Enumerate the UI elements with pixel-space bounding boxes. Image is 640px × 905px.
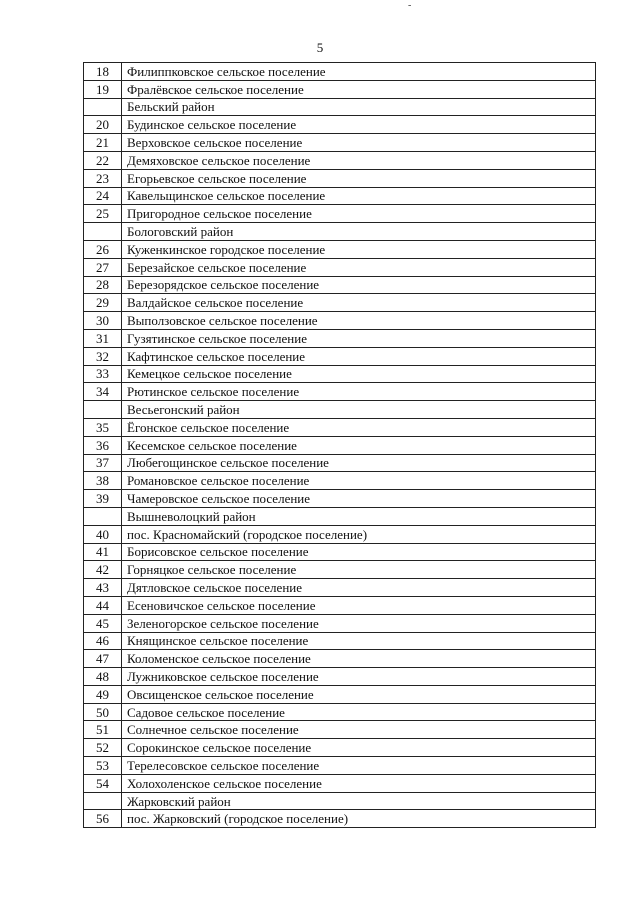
settlement-name: Дятловское сельское поселение <box>122 579 596 597</box>
settlement-name: Филиппковское сельское поселение <box>122 63 596 81</box>
table-row <box>84 721 596 739</box>
row-number: 47 <box>84 650 122 668</box>
row-number: 35 <box>84 418 122 436</box>
table-row <box>84 668 596 686</box>
table-row <box>84 383 596 401</box>
table-row <box>84 614 596 632</box>
settlement-name: Куженкинское городское поселение <box>122 240 596 258</box>
settlement-name: Выползовское сельское поселение <box>122 312 596 330</box>
table-row <box>84 418 596 436</box>
settlement-name: Гузятинское сельское поселение <box>122 329 596 347</box>
row-number: 49 <box>84 685 122 703</box>
table-row <box>84 774 596 792</box>
row-number: 18 <box>84 63 122 81</box>
table-row <box>84 63 596 81</box>
district-name: Жарковский район <box>122 792 596 810</box>
row-number: 53 <box>84 757 122 775</box>
row-number: 20 <box>84 116 122 134</box>
row-number: 51 <box>84 721 122 739</box>
district-name: Бологовский район <box>122 223 596 241</box>
settlement-name: Егорьевское сельское поселение <box>122 169 596 187</box>
settlement-name: Верховское сельское поселение <box>122 134 596 152</box>
settlement-name: Кавельщинское сельское поселение <box>122 187 596 205</box>
row-number: 34 <box>84 383 122 401</box>
table-row <box>84 187 596 205</box>
row-number: 39 <box>84 490 122 508</box>
settlement-name: Горняцкое сельское поселение <box>122 561 596 579</box>
settlement-name: Фралёвское сельское поселение <box>122 80 596 98</box>
settlement-name: Романовское сельское поселение <box>122 472 596 490</box>
row-number: 29 <box>84 294 122 312</box>
row-number <box>84 507 122 525</box>
row-number: 41 <box>84 543 122 561</box>
row-number: 23 <box>84 169 122 187</box>
settlement-name: Борисовское сельское поселение <box>122 543 596 561</box>
row-number: 48 <box>84 668 122 686</box>
table-row <box>84 80 596 98</box>
table-row <box>84 632 596 650</box>
table-row <box>84 490 596 508</box>
settlement-name: Садовое сельское поселение <box>122 703 596 721</box>
table-row <box>84 294 596 312</box>
row-number: 19 <box>84 80 122 98</box>
row-number: 30 <box>84 312 122 330</box>
row-number: 46 <box>84 632 122 650</box>
row-number: 56 <box>84 810 122 828</box>
row-number: 36 <box>84 436 122 454</box>
row-number: 40 <box>84 525 122 543</box>
table-row <box>84 472 596 490</box>
settlement-name: Кемецкое сельское поселение <box>122 365 596 383</box>
page-number: 5 <box>316 40 324 55</box>
settlement-name: Зеленогорское сельское поселение <box>122 614 596 632</box>
settlement-name: Сорокинское сельское поселение <box>122 739 596 757</box>
row-number: 21 <box>84 134 122 152</box>
row-number: 33 <box>84 365 122 383</box>
settlement-name: Демяховское сельское поселение <box>122 151 596 169</box>
row-number: 44 <box>84 596 122 614</box>
table-row <box>84 739 596 757</box>
table-row <box>84 347 596 365</box>
settlement-name: Березорядское сельское поселение <box>122 276 596 294</box>
settlement-name: Чамеровское сельское поселение <box>122 490 596 508</box>
district-header-row <box>84 507 596 525</box>
settlement-name: Кесемское сельское поселение <box>122 436 596 454</box>
table-row <box>84 650 596 668</box>
settlement-name: Пригородное сельское поселение <box>122 205 596 223</box>
table-row <box>84 436 596 454</box>
settlement-name: Любегощинское сельское поселение <box>122 454 596 472</box>
district-header-row <box>84 401 596 419</box>
settlements-table <box>83 62 596 828</box>
settlement-name: Коломенское сельское поселение <box>122 650 596 668</box>
table-row <box>84 134 596 152</box>
settlement-name: Есеновичское сельское поселение <box>122 596 596 614</box>
row-number: 54 <box>84 774 122 792</box>
table-row <box>84 685 596 703</box>
row-number: 45 <box>84 614 122 632</box>
settlement-name: пос. Жарковский (городское поселение) <box>122 810 596 828</box>
table-row <box>84 151 596 169</box>
row-number: 28 <box>84 276 122 294</box>
table-row <box>84 365 596 383</box>
district-name: Вышневолоцкий район <box>122 507 596 525</box>
row-number: 27 <box>84 258 122 276</box>
table-row <box>84 810 596 828</box>
settlement-name: пос. Красномайский (городское поселение) <box>122 525 596 543</box>
settlement-name: Кафтинское сельское поселение <box>122 347 596 365</box>
district-name: Весьегонский район <box>122 401 596 419</box>
settlement-name: Княщинское сельское поселение <box>122 632 596 650</box>
settlement-name: Терелесовское сельское поселение <box>122 757 596 775</box>
row-number <box>84 792 122 810</box>
row-number: 38 <box>84 472 122 490</box>
row-number: 22 <box>84 151 122 169</box>
district-name: Бельский район <box>122 98 596 116</box>
settlement-name: Ёгонское сельское поселение <box>122 418 596 436</box>
district-header-row <box>84 223 596 241</box>
row-number: 52 <box>84 739 122 757</box>
settlement-name: Рютинское сельское поселение <box>122 383 596 401</box>
table-row <box>84 276 596 294</box>
table-row <box>84 703 596 721</box>
row-number <box>84 223 122 241</box>
settlement-name: Холохоленское сельское поселение <box>122 774 596 792</box>
row-number: 43 <box>84 579 122 597</box>
table-row <box>84 579 596 597</box>
settlement-name: Березайское сельское поселение <box>122 258 596 276</box>
table-row <box>84 596 596 614</box>
top-mark: - <box>408 0 412 11</box>
table-row <box>84 116 596 134</box>
row-number <box>84 98 122 116</box>
table-row <box>84 205 596 223</box>
settlement-name: Валдайское сельское поселение <box>122 294 596 312</box>
row-number <box>84 401 122 419</box>
table-row <box>84 525 596 543</box>
row-number: 37 <box>84 454 122 472</box>
table-row <box>84 329 596 347</box>
settlement-name: Будинское сельское поселение <box>122 116 596 134</box>
row-number: 24 <box>84 187 122 205</box>
row-number: 32 <box>84 347 122 365</box>
table-row <box>84 561 596 579</box>
settlement-name: Овсищенское сельское поселение <box>122 685 596 703</box>
district-header-row <box>84 792 596 810</box>
table-row <box>84 757 596 775</box>
table-row <box>84 169 596 187</box>
settlement-name: Солнечное сельское поселение <box>122 721 596 739</box>
table-row <box>84 312 596 330</box>
district-header-row <box>84 98 596 116</box>
table-row <box>84 454 596 472</box>
row-number: 50 <box>84 703 122 721</box>
row-number: 31 <box>84 329 122 347</box>
row-number: 42 <box>84 561 122 579</box>
row-number: 26 <box>84 240 122 258</box>
table-row <box>84 543 596 561</box>
row-number: 25 <box>84 205 122 223</box>
settlement-name: Лужниковское сельское поселение <box>122 668 596 686</box>
table-row <box>84 258 596 276</box>
settlements-table-body <box>84 63 596 828</box>
table-row <box>84 240 596 258</box>
